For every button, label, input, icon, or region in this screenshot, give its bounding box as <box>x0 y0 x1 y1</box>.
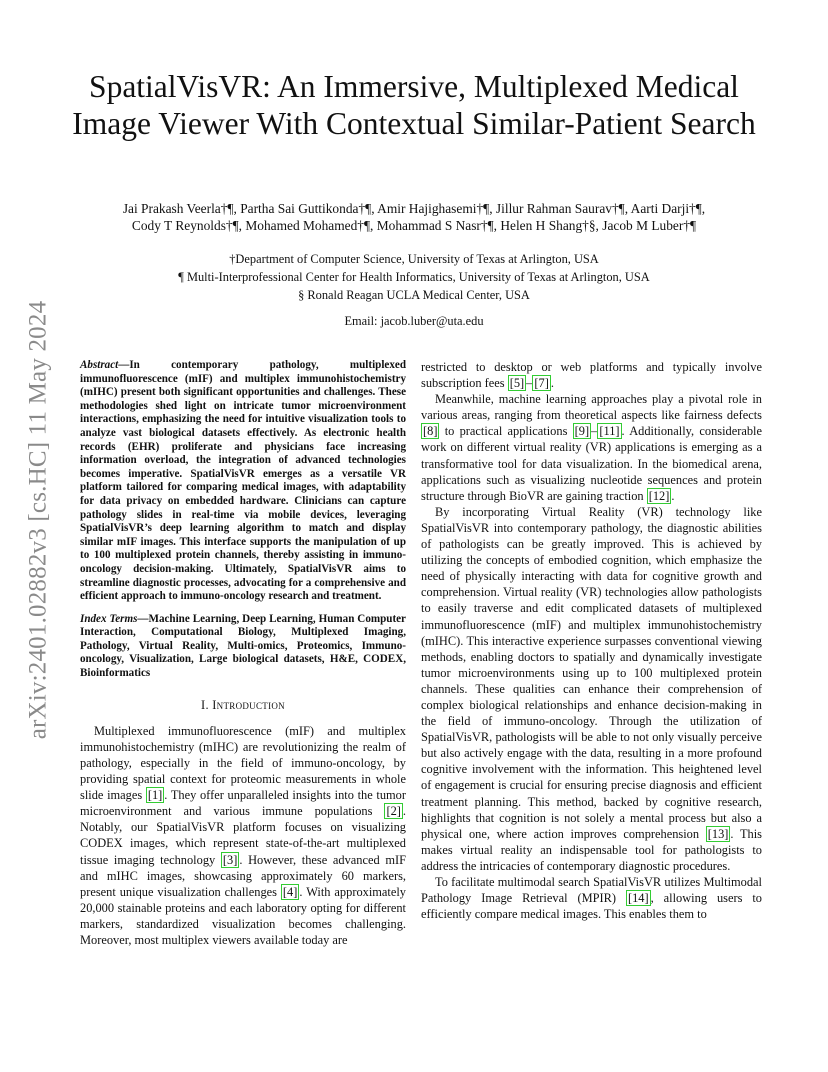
affiliations <box>90 250 738 304</box>
citation-link[interactable]: [7] <box>534 376 549 391</box>
intro-paragraph-2: Meanwhile, machine learning approaches play a pivotal role in various areas, ranging from theoretical aspects like fairness defects [8] to practical applications [9] – [11] . Additionally, considerable work on different virtual reality (VR) applications is emerging as a transformative tool for data visualization. In the biomedical arena, applications such as visualizing nucleotide sequences and protein structure through BioVR are gaining traction [12] . <box>421 392 762 503</box>
arxiv-identifier <box>24 280 52 760</box>
affiliation-health-informatics: ¶ Multi-Interprofessional Center for Health Informatics, University of Texas at Arlington, USA <box>178 270 650 284</box>
citation-link[interactable]: [3] <box>222 852 238 867</box>
right-column <box>421 359 762 922</box>
author-list <box>70 200 758 234</box>
index-terms <box>80 613 406 681</box>
citation-link[interactable]: [11] <box>599 424 620 439</box>
citation-link[interactable]: [13] <box>707 826 729 841</box>
abstract-label: Abstract <box>80 359 119 371</box>
intro-paragraph-4: To facilitate multimodal search SpatialVisVR utilizes Multimodal Pathology Image Retrieval (MPIR) [14] , allowing users to efficiently compare medical images. This enables them to <box>421 875 762 922</box>
citation-link[interactable]: [9] <box>574 424 590 439</box>
intro-paragraph-1: Multiplexed immunofluorescence (mIF) and multiplex immunohistochemistry (mIHC) are revolutionizing the realm of pathology, especially in the field of immuno-oncology, by providing spatial context for proteomic measurements in whole slide images [1] . They offer unparalleled insights into the tumor microenvironment and various immune populations [2] . Notably, our SpatialVisVR platform focuses on visualizing CODEX images, which represent state-of-the-art multiplexed tissue imaging technology [3] . However, these advanced mIF and mIHC images, showcasing approximately 60 markers, present unique visualization challenges [4] . With approximately 20,000 stainable proteins and each laboratory opting for different markers, standardized visualization becomes challenging. Moreover, most multiplex viewers available today are <box>80 723 406 947</box>
affiliation-cs-uta: †Department of Computer Science, University of Texas at Arlington, USA <box>229 252 599 266</box>
abstract <box>80 359 406 604</box>
arxiv-identifier-text: arXiv:2401.02882v3 [cs.HC] 11 May 2024 <box>24 300 52 740</box>
citation-link[interactable]: [14] <box>627 891 649 906</box>
contact-email: Email: jacob.luber@uta.edu <box>344 314 484 328</box>
abstract-text: —In contemporary pathology, multiplexed immunofluorescence (mIF) and multiplex immunohistochemistry (mIHC) present both significant opportunities and challenges. These methodologies shed light on intricate tumor microenvironment interactions, emphasizing the need for intuitive visualization tools to analyze vast biological datasets effectively. As electronic health records (EHR) proliferate and physicians face increasing information overload, the integration of advanced technologies becomes imperative. SpatialVisVR emerges as a versatile VR platform tailored for comparing medical images, with adaptability for data privacy on embedded hardware. Clinicians can capture pathology slides in real-time via mobile devices, leveraging SpatialVisVR’s deep learning algorithm to match and display similar mIF images. This interface supports the manipulation of up to 100 multiplexed protein channels, thereby assisting in immuno-oncology decision-making. Ultimately, SpatialVisVR aims to streamline diagnostic processes, advocating for a comprehensive and efficient approach to immuno-oncology research and treatment. <box>80 359 406 603</box>
citation-link[interactable]: [5] <box>509 376 525 391</box>
section-title: Introduction <box>212 697 285 712</box>
section-number: I. <box>201 697 209 712</box>
affiliation-ucla: § Ronald Reagan UCLA Medical Center, USA <box>298 288 530 302</box>
paper-title: SpatialVisVR: An Immersive, Multiplexed Medical Image Viewer With Contextual Similar-Patient Search <box>72 69 756 141</box>
left-column <box>80 359 406 948</box>
section-heading-introduction <box>80 697 406 713</box>
intro-paragraph-3: By incorporating Virtual Reality (VR) technology like SpatialVisVR into contemporary pathology, the diagnostic abilities of pathologists can be greatly improved. This is achieved by utilizing the concepts of embodied cognition, which emphasize the need of physically interacting with data for cognitive growth and comprehension. Virtual reality (VR) technologies allow pathologists to easily traverse and edit complicated datasets of multiplexed immunofluorescence (mIF) and multiplex immunohistochemistry (mIHC). This interactive experience surpasses conventional viewing methods, enabling doctors to spatially and dynamically investigate tumor microenvironments using up to 100 multiplexed protein channels. These qualities can enhance their comprehension of complex biological relationships and enhance decision-making in the field of immuno-oncology. Through the utilization of SpatialVisVR, pathologists will be able to not only visually perceive but also actively engage with the data, resulting in a more profound cognitive involvement with the information. This heightened level of engagement is crucial for ensuring precise diagnosis and efficient treatment planning. This method, backed by cognitive research, highlights that cognition is not solely a mental process but also a physical one, where action improves comprehension [13] . This makes virtual reality an indispensable tool for pathologists to address the intricacies of contemporary diagnostic procedures. <box>421 504 762 873</box>
index-terms-label: Index Terms <box>80 612 138 625</box>
index-terms-text: —Machine Learning, Deep Learning, Human Computer Interaction, Computational Biology, Multiplexed Imaging, Pathology, Virtual Reality, Multi-omics, Proteomics, Immuno-oncology, Visualization, Large biological datasets, H&E, CODEX, Bioinformatics <box>80 612 406 680</box>
citation-link[interactable]: [4] <box>282 884 298 899</box>
authors-line-1: Jai Prakash Veerla†¶, Partha Sai Guttikonda†¶, Amir Hajighasemi†¶, Jillur Rahman Saurav†¶, Aarti Darji†¶, <box>122 201 706 216</box>
citation-link[interactable]: [2] <box>386 804 401 819</box>
citation-link[interactable]: [12] <box>648 488 670 503</box>
authors-line-2: Cody T Reynolds†¶, Mohamed Mohamed†¶, Mohammad S Nasr†¶, Helen H Shang†§, Jacob M Luber†¶ <box>131 218 697 233</box>
citation-link[interactable]: [8] <box>423 424 438 439</box>
citation-link[interactable]: [1] <box>147 788 163 803</box>
intro-paragraph-1-continued: restricted to desktop or web platforms and typically involve subscription fees [5] – [7] . <box>421 360 762 391</box>
